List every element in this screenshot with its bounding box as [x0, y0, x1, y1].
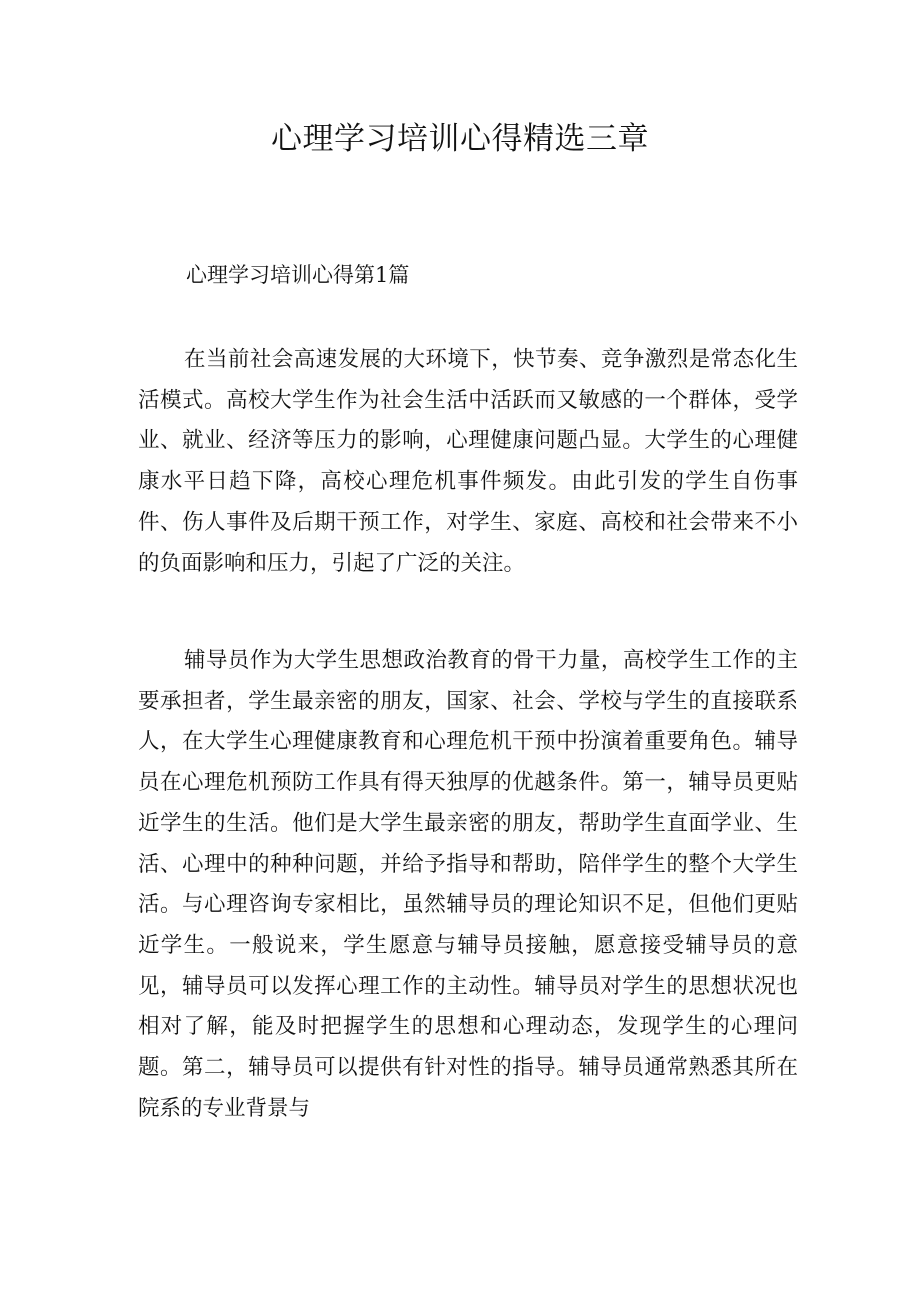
body-paragraph-2: 辅导员作为大学生思想政治教育的骨干力量，高校学生工作的主要承担者，学生最亲密的朋友，国家、社会、学校与学生的直接联系人，在大学生心理健康教育和心理危机干预中扮演着重要角色。辅导员在心理危机预防工作具有得天独厚的优越条件。第一，辅导员更贴近学生的生活。他们是大学生最亲密的朋友，帮助学生直面学业、生活、心理中的种种问题，并给予指导和帮助，陪伴学生的整个大学生活。与心理咨询专家相比，虽然辅导员的理论知识不足，但他们更贴近学生。一般说来，学生愿意与辅导员接触，愿意接受辅导员的意见，辅导员可以发挥心理工作的主动性。辅导员对学生的思想状况也相对了解，能及时把握学生的思想和心理动态，发现学生的心理问题。第二，辅导员可以提供有针对性的指导。辅导员通常熟悉其所在院系的专业背景与 [138, 648, 798, 1121]
section-heading: 心理学习培训心得第1篇 [186, 263, 410, 287]
document-title: 心理学习培训心得精选三章 [271, 121, 649, 157]
body-paragraph-1: 在当前社会高速发展的大环境下，快节奏、竞争激烈是常态化生活模式。高校大学生作为社会生活中活跃而又敏感的一个群体，受学业、就业、经济等压力的影响，心理健康问题凸显。大学生的心理健康水平日趋下降，高校心理危机事件频发。由此引发的学生自伤事件、伤人事件及后期干预工作，对学生、家庭、高校和社会带来不小的负面影响和压力，引起了广泛的关注。 [138, 347, 798, 576]
